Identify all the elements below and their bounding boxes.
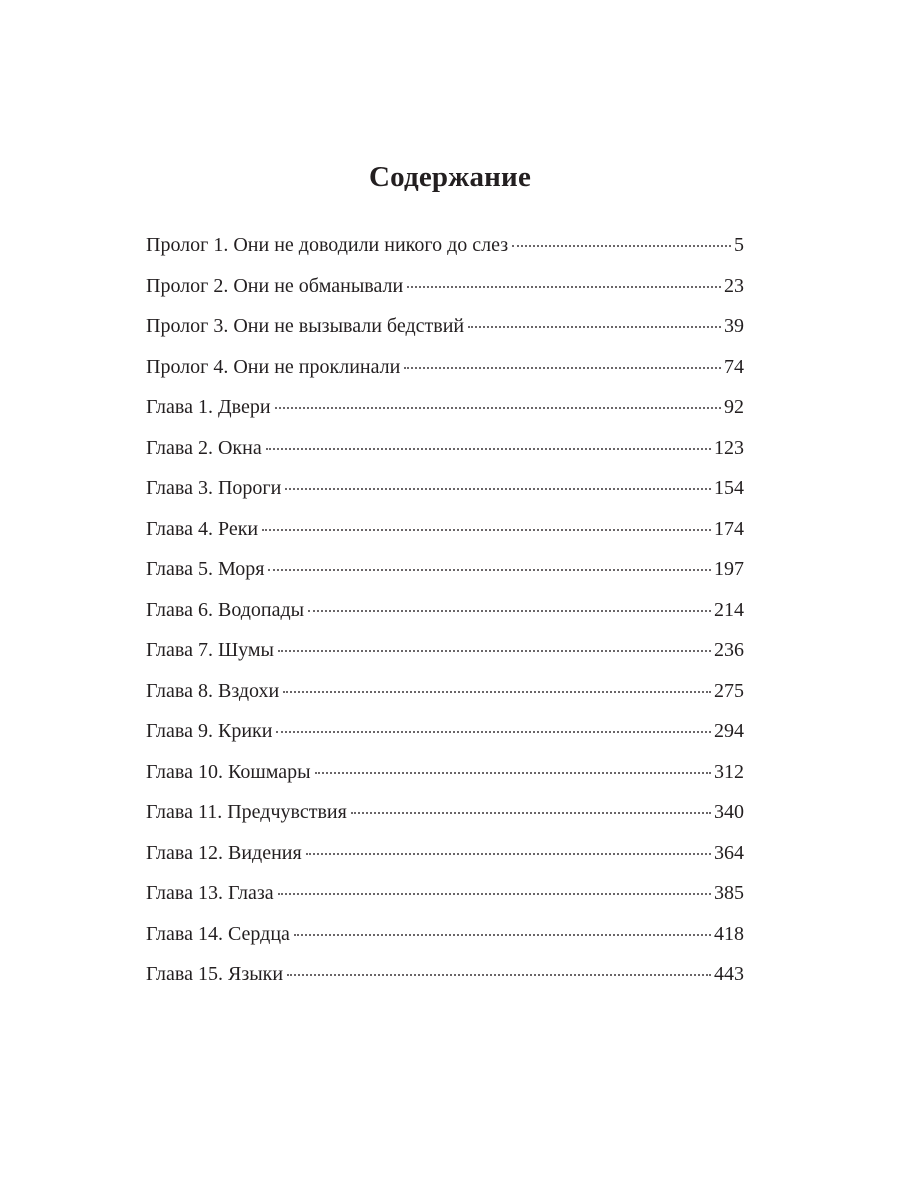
toc-entry[interactable] — [146, 514, 744, 555]
toc-entry-label: Глава 7. Шумы — [146, 639, 274, 661]
toc-entry-label: Глава 1. Двери — [146, 396, 271, 418]
dot-leader — [287, 974, 711, 976]
dot-leader — [283, 691, 711, 693]
toc-entry[interactable] — [146, 271, 744, 312]
toc-entry-page: 236 — [714, 639, 744, 661]
toc-entry[interactable] — [146, 676, 744, 717]
toc-entry-page: 5 — [734, 234, 744, 256]
dot-leader — [276, 731, 711, 733]
toc-entry-label: Глава 3. Пороги — [146, 477, 282, 499]
toc-entry[interactable] — [146, 352, 744, 393]
toc-entry-page: 197 — [714, 558, 744, 580]
toc-entry-label: Пролог 3. Они не вызывали бедствий — [146, 315, 465, 337]
dot-leader — [262, 529, 711, 531]
toc-entry[interactable] — [146, 595, 744, 636]
dot-leader — [285, 488, 711, 490]
toc-entry[interactable] — [146, 554, 744, 595]
toc-entry[interactable] — [146, 433, 744, 474]
toc-entry-label: Глава 5. Моря — [146, 558, 265, 580]
toc-entry[interactable] — [146, 635, 744, 676]
toc-entry-page: 174 — [714, 517, 744, 540]
toc-entry-label: Пролог 4. Они не проклинали — [146, 355, 401, 378]
dot-leader — [512, 245, 731, 247]
toc-entry-label: Глава 4. Реки — [146, 517, 259, 540]
toc-entry-label: Пролог 2. Они не обманывали — [146, 274, 404, 297]
dot-leader — [351, 812, 711, 814]
toc-entry-label: Глава 13. Глаза — [146, 882, 274, 904]
toc-entry-page: 23 — [724, 274, 744, 297]
toc-entry[interactable] — [146, 230, 744, 271]
toc-entry[interactable] — [146, 757, 744, 798]
toc-entry[interactable] — [146, 392, 744, 433]
toc-entry[interactable] — [146, 919, 744, 960]
dot-leader — [308, 610, 711, 612]
dot-leader — [268, 569, 711, 571]
dot-leader — [275, 407, 721, 409]
toc-entry[interactable] — [146, 797, 744, 838]
toc-entry-label: Глава 12. Видения — [146, 841, 302, 864]
toc-entry[interactable] — [146, 959, 744, 1000]
toc-entry-page: 39 — [724, 315, 744, 337]
page-title: Содержание — [368, 161, 532, 194]
toc-entry-label: Глава 9. Крики — [146, 720, 273, 742]
toc-entry-page: 312 — [714, 760, 744, 783]
toc-entry-page: 92 — [724, 396, 744, 418]
toc-entry[interactable] — [146, 838, 744, 879]
table-of-contents — [146, 230, 744, 1000]
dot-leader — [468, 326, 721, 328]
toc-entry-label: Глава 15. Языки — [146, 963, 284, 985]
dot-leader — [278, 893, 711, 895]
toc-entry-page: 418 — [714, 922, 744, 945]
dot-leader — [294, 934, 711, 936]
toc-entry[interactable] — [146, 878, 744, 919]
toc-entry-label: Глава 6. Водопады — [146, 598, 305, 621]
toc-entry-page: 275 — [714, 679, 744, 702]
toc-entry-label: Глава 11. Предчувствия — [146, 801, 347, 823]
toc-entry[interactable] — [146, 311, 744, 352]
dot-leader — [315, 772, 711, 774]
toc-entry-page: 294 — [714, 720, 744, 742]
toc-entry-label: Глава 8. Вздохи — [146, 679, 280, 702]
toc-entry-page: 123 — [714, 436, 744, 459]
toc-entry-page: 74 — [724, 355, 744, 378]
toc-entry-page: 364 — [714, 841, 744, 864]
toc-entry-page: 385 — [714, 882, 744, 904]
toc-entry[interactable] — [146, 716, 744, 757]
toc-entry-page: 214 — [714, 598, 744, 621]
dot-leader — [278, 650, 711, 652]
dot-leader — [306, 853, 711, 855]
toc-entry-label: Пролог 1. Они не доводили никого до слез — [146, 234, 509, 256]
toc-entry-page: 154 — [714, 477, 744, 499]
toc-entry-label: Глава 10. Кошмары — [146, 760, 311, 783]
dot-leader — [404, 367, 721, 369]
toc-entry-page: 443 — [714, 963, 744, 985]
toc-entry-page: 340 — [714, 801, 744, 823]
toc-entry-label: Глава 14. Сердца — [146, 922, 290, 945]
toc-entry[interactable] — [146, 473, 744, 514]
toc-entry-label: Глава 2. Окна — [146, 436, 262, 459]
dot-leader — [266, 448, 711, 450]
dot-leader — [407, 286, 721, 288]
